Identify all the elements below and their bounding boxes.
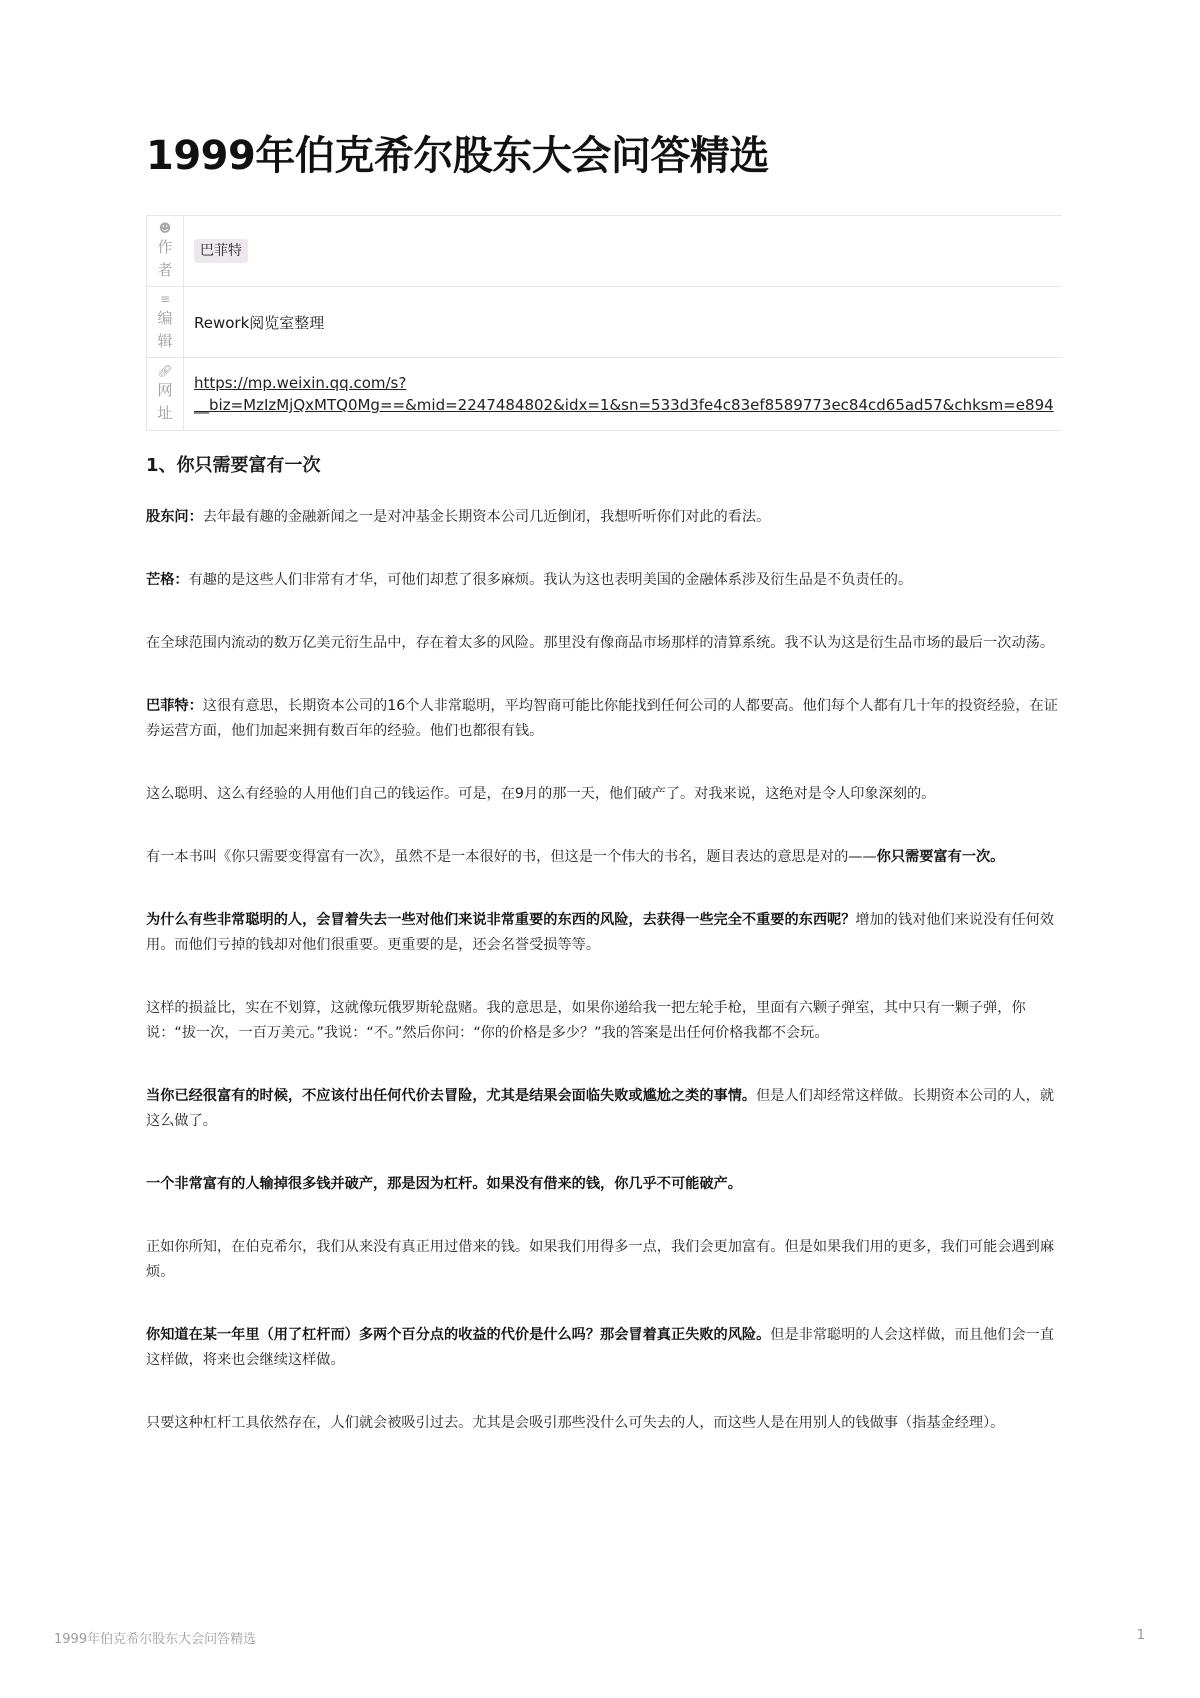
paragraph: 你知道在某一年里（用了杠杆而）多两个百分点的收益的代价是什么吗？那会冒着真正失败的风险。但是非常聪明的人会这样做，而且他们会一直这样做，将来也会继续这样做。 xyxy=(146,1327,1055,1368)
property-row-editor xyxy=(147,287,1063,358)
paragraph: 当你已经很富有的时候，不应该付出任何代价去冒险，尤其是结果会面临失败或尴尬之类的事情。但是人们却经常这样做。长期资本公司的人，就这么做了。 xyxy=(146,1088,1055,1129)
paragraph: 一个非常富有的人输掉很多钱并破产，那是因为杠杆。如果没有借来的钱，你几乎不可能破产。 xyxy=(146,1176,742,1192)
property-row-author xyxy=(147,216,1063,287)
person-icon: ☻ xyxy=(158,220,172,235)
page-number: 1 xyxy=(1136,1628,1145,1643)
property-value-editor: Rework阅览室整理 xyxy=(184,287,1063,358)
url-line-2: __biz=MzIzMjQxMTQ0Mg==&mid=2247484802&idx=1&sn=533d3fe4c83ef8589773ec84cd65ad57&chksm=e894 xyxy=(194,396,1054,414)
paragraph: 有一本书叫《你只需要变得富有一次》，虽然不是一本很好的书，但这是一个伟大的书名，题目表达的意思是对的——你只需要富有一次。 xyxy=(146,849,1005,865)
section-heading: 1、你只需要富有一次 xyxy=(146,455,321,476)
property-value-author xyxy=(184,216,1063,287)
property-label-url: 🔗︎ 网 址 xyxy=(147,358,184,431)
property-row-url xyxy=(147,358,1063,431)
page-title: 1999年伯克希尔股东大会问答精选 xyxy=(146,133,769,179)
paragraph: 只要这种杠杆工具依然存在，人们就会被吸引过去。尤其是会吸引那些没什么可失去的人，而这些人是在用别人的钱做事（指基金经理）。 xyxy=(146,1415,1005,1431)
property-value-url xyxy=(184,358,1063,431)
source-url-link[interactable] xyxy=(194,372,1062,416)
property-label-author: ☻ 作 者 xyxy=(147,216,184,287)
paragraph: 在全球范围内流动的数万亿美元衍生品中，存在着太多的风险。那里没有像商品市场那样的清算系统。我不认为这是衍生品市场的最后一次动荡。 xyxy=(146,635,1055,651)
paragraph: 巴菲特：这很有意思，长期资本公司的16个人非常聪明，平均智商可能比你能找到任何公司的人都要高。他们每个人都有几十年的投资经验，在证券运营方面，他们加起来拥有数百年的经验。他们也都很有钱。 xyxy=(146,698,1058,739)
paragraph: 芒格：有趣的是这些人们非常有才华，可他们却惹了很多麻烦。我认为这也表明美国的金融体系涉及衍生品是不负责任的。 xyxy=(146,572,913,588)
url-line-1: https://mp.weixin.qq.com/s? xyxy=(194,374,407,392)
footer-title: 1999年伯克希尔股东大会问答精选 xyxy=(54,1632,257,1647)
paragraph-list xyxy=(146,505,1062,1436)
property-label-editor: ≡ 编 辑 xyxy=(147,287,184,358)
author-tag[interactable]: 巴菲特 xyxy=(194,239,248,263)
paragraph: 股东问：去年最有趣的金融新闻之一是对冲基金长期资本公司几近倒闭，我想听听你们对此的看法。 xyxy=(146,509,771,525)
page-footer xyxy=(54,1628,1145,1647)
paragraph: 这么聪明、这么有经验的人用他们自己的钱运作。可是，在9月的那一天，他们破产了。对我来说，这绝对是令人印象深刻的。 xyxy=(146,786,936,802)
paragraph: 这样的损益比，实在不划算，这就像玩俄罗斯轮盘赌。我的意思是，如果你递给我一把左轮手枪，里面有六颗子弹室，其中只有一颗子弹，你说：“拔一次，一百万美元。”我说：“不。”然后你问：“你的价格是多少？”我的答案是出任何价格我都不会玩。 xyxy=(146,1000,1026,1041)
lines-icon: ≡ xyxy=(159,291,171,306)
document-page xyxy=(146,130,1062,1474)
properties-table xyxy=(146,215,1062,431)
paragraph: 为什么有些非常聪明的人，会冒着失去一些对他们来说非常重要的东西的风险，去获得一些完全不重要的东西呢？增加的钱对他们来说没有任何效用。而他们亏掉的钱却对他们很重要。更重要的是，还会名誉受损等等。 xyxy=(146,912,1055,953)
paragraph: 正如你所知，在伯克希尔，我们从来没有真正用过借来的钱。如果我们用得多一点，我们会更加富有。但是如果我们用的更多，我们可能会遇到麻烦。 xyxy=(146,1239,1055,1280)
link-icon: 🔗︎ xyxy=(157,363,173,378)
